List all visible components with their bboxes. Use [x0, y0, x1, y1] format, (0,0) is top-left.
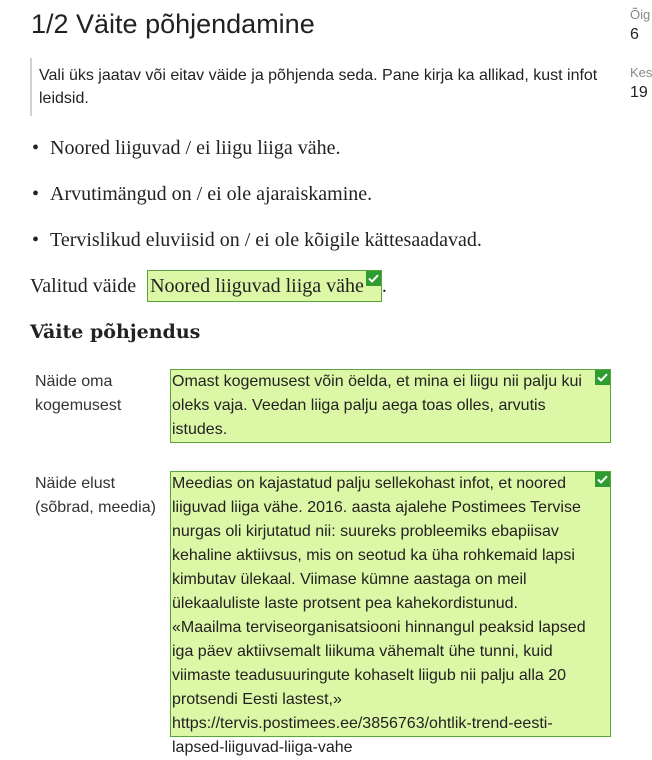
chosen-statement-label: Valitud väide [30, 275, 137, 297]
check-icon [595, 370, 610, 385]
statement-item: • Noored liiguvad / ei liigu liiga vähe. [32, 133, 482, 179]
justification-heading: Väite põhjendus [30, 321, 201, 343]
statement-item: • Tervislikud eluviisid on / ei ole kõigile kättesaadavad. [32, 225, 482, 271]
page-title: 1/2 Väite põhjendamine [31, 9, 315, 39]
answer-text: Meedias on kajastatud palju sellekohast infot, et noored liiguvad liiga vähe. 2016. aasta ajalehe Postimees Tervise nurgas oli kirjutatud nii: suureks probleemiks ebapiisav kehaline aktiivsus, mis on seotud ka üha rohkemaid lapsi kimbutav ülekaal. Viimase kümne aastaga on meil ülekaaluliste laste protsent pea kahekordistunud. «Maailma terviseorganisatsiooni hinnangul peaksid lapsed iga päev aktiivsemalt liikuma vähemalt ühe tunni, kuid viimaste teadusuuringute kohaselt liigub nii palju alla 20 protsendi Eesti lastest,» https://tervis.postimees.ee/3856763/ohtlik-trend-eesti-lapsed-liiguvad-liiga-vahe [172, 475, 586, 756]
chosen-statement-period: . [381, 275, 387, 297]
side-meta-value: 6 [630, 26, 639, 43]
check-icon [366, 271, 381, 286]
chosen-statement-input[interactable] [147, 270, 382, 302]
side-meta-label: Kes [630, 65, 652, 80]
side-meta-score [630, 6, 650, 46]
row-label-experience: Näide oma kogemusest [35, 373, 122, 414]
instruction-text: Vali üks jaatav või eitav väide ja põhjenda seda. Pane kirja ka allikad, kust infot leidsid. [30, 58, 609, 116]
check-icon [595, 472, 610, 487]
answer-field-media[interactable] [170, 471, 611, 756]
side-meta-value: 19 [630, 84, 648, 101]
side-meta-label: Õig [630, 7, 651, 22]
chosen-statement-value: Noored liiguvad liiga vähe [150, 275, 364, 297]
statement-list [32, 133, 482, 271]
chosen-statement-row [30, 270, 387, 302]
answer-field-experience[interactable] [170, 369, 611, 443]
statement-item: • Arvutimängud on / ei ole ajaraiskamine. [32, 179, 482, 225]
row-label-media: Näide elust (sõbrad, meedia) [35, 475, 156, 516]
answer-text: Omast kogemusest võin öelda, et mina ei liigu nii palju kui oleks vaja. Veedan liiga palju aega toas olles, arvutis istudes. [172, 373, 582, 438]
side-meta-average [630, 64, 652, 104]
